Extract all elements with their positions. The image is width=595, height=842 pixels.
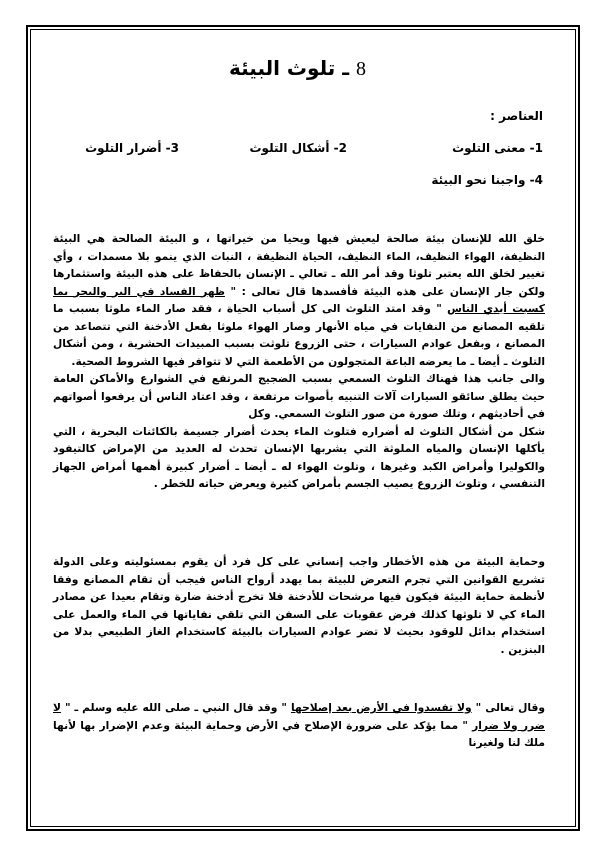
title-number: 8 xyxy=(356,58,367,80)
paragraph-1 xyxy=(53,230,545,493)
paragraph-1-part-a xyxy=(53,230,545,370)
element-item-4: 4- واجبنا نحو البيئة xyxy=(431,173,543,187)
page-title xyxy=(0,56,595,81)
paragraph-3-text-b: " وقد قال النبي ـ صلى الله عليه وسلم ـ " xyxy=(60,701,291,714)
paragraph-3-text xyxy=(53,699,545,752)
title-separator: ـ xyxy=(335,56,357,80)
paragraph-3-text-c: " مما يؤكد على ضرورة الإصلاح في الأرض وحماية البيئة وعدم الإضرار بها لأنها ملك لنا ولغيرنا xyxy=(53,718,545,749)
paragraph-1-part-c: والى جانب هذا فهناك التلوث السمعي بسبب الضجيج المرتفع في الشوارع والأماكن العامة حيث يطلق سائقو السيارات آلات التنبيه بأصوات مرتفعة ، وقد اعتاد الناس أن يرفعوا أصواتهم في أحاديثهم ، وتلك صورة من صور التلوث السمعي. وكل xyxy=(53,372,545,420)
element-item-2: 2- أشكال التلوث xyxy=(249,141,347,155)
paragraph-2 xyxy=(53,553,545,658)
elements-heading: العناصر : xyxy=(490,109,543,123)
element-item-1: 1- معنى التلوث xyxy=(452,141,543,155)
paragraph-1-part-d: شكل من أشكال التلوث له أضراره فتلوث الماء يحدث أضرار جسيمة بالكائنات البحرية ، التي يأكلها الإنسان والمياه الملوثة التي يشربها الإنسان تحدث له العديد من الإمراض كالتيفود والكوليرا وأمراض الكبد وغيرها ، وتلوث الهواء له ـ أيضا ـ أضرار كبيرة أهمها أمراض الجهاز التنفسي ، وتلوث الزروع يصيب الجسم بأمراض كثيرة ويعرض حياته للخطر . xyxy=(53,424,545,490)
hadith-quote: لا ضرر ولا ضرار xyxy=(53,701,546,732)
quran-quote-1: ظهر الفساد في البر والبحر بما كسبت أيدي الناس xyxy=(53,284,545,315)
quran-quote-2: ولا تفسدوا في الأرض بعد إصلاحها xyxy=(291,701,472,714)
element-item-3: 3- أضرار التلوث xyxy=(85,141,179,155)
paragraph-3 xyxy=(53,699,545,752)
paragraph-1-text-b: " وقد امتد التلوث الى كل أسباب الحياة ، فقد صار الماء ملوثا بسبب ما تلقيه المصانع من النفايات في مياه الأنهار وصار الهواء ملوثا بفعل الأدخنة التي تتصاعد من المصانع ، وبفعل عوادم السيارات ، حتى الزروع تلوثت بسبب المبيدات الحشرية ، ومن أشكال التلوث ـ أيضا ـ ما يعرضه الباعة المتجولون من الأطعمة التي لا تتوافر فيها الشروط الصحية. xyxy=(53,302,545,368)
paragraph-1-text-a: خلق الله للإنسان بيئة صالحة ليعيش فيها ويحيا من خيراتها ، و البيئة الصالحة هي البيئة النظيفة، الهواء النظيف، الماء النظيف، الحياة النظيفة ، النبات الذي ينمو بلا مسمدات ، وأي تغيير لخلق الله يعتبر تلوثا وقد أمر الله ـ تعالي ـ الإنسان بالحفاظ على هذه البيئة واستثمارها ولكن جار الإنسان على هذه البيئة فأفسدها قال تعالى : " xyxy=(53,232,545,298)
paragraph-2-text: وحماية البيئة من هذه الأخطار واجب إنساني على كل فرد أن يقوم بمسئوليته وعلى الدولة تشريع القوانين التي تجرم التعرض للبيئة بما يهدد أرواح الناس فيجب أن تقام المصانع وفقا لأنظمة حماية البيئة فيكون فيها مرشحات للأدخنة فلا تخرج أدخنة ضارة وتقام بعيدا عن مصادر الماء كي لا تلوثها كذلك فرض عقوبات على السفن التي تلقي نفاياتها في الماء والعمل على استخدام بدائل للوقود بحيث لا تضر عوادم السيارات بالبيئة كاستخدام الغاز الطبيعي بدلا من البنزين . xyxy=(53,555,545,656)
title-text: تلوث البيئة xyxy=(228,56,336,80)
paragraph-3-text-a: وقال تعالى " xyxy=(471,701,545,714)
